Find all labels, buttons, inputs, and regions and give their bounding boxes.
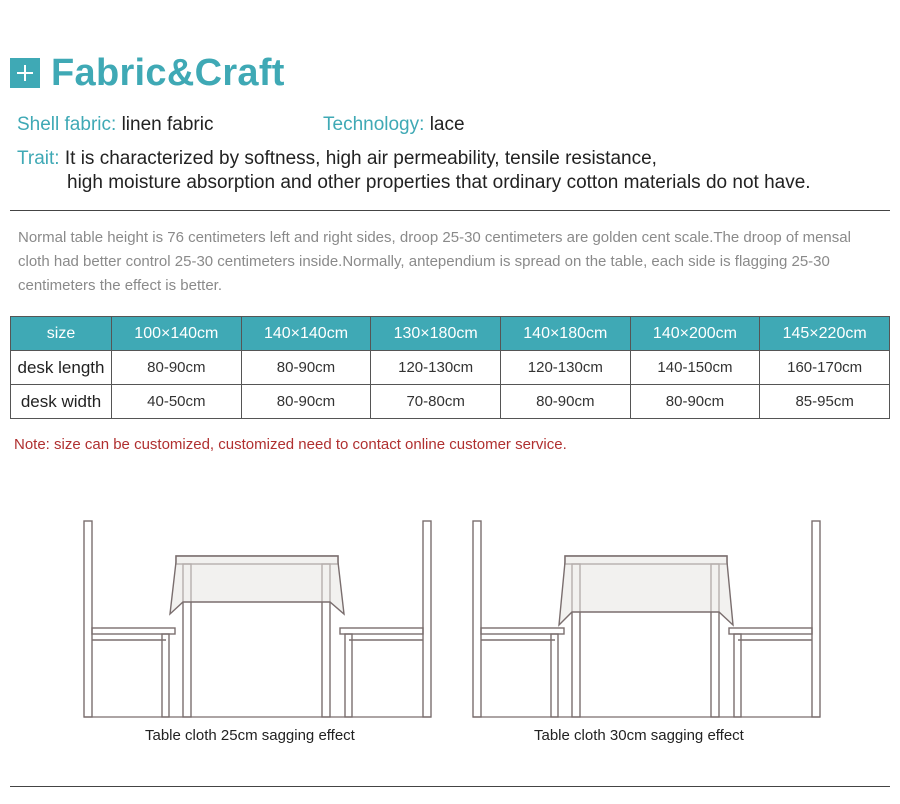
technology-row xyxy=(323,114,465,136)
sagging-illustrations xyxy=(0,505,900,725)
section-header xyxy=(10,52,285,94)
row-label-desk-length: desk length xyxy=(11,351,112,385)
chair-seat-left xyxy=(92,628,175,634)
table-cell: 140-150cm xyxy=(630,351,760,385)
illustration-25cm xyxy=(84,521,431,717)
chair-back-left xyxy=(84,521,92,717)
size-column: 145×220cm xyxy=(760,317,890,351)
shell-fabric-value: linen fabric xyxy=(121,114,214,135)
table-row xyxy=(11,385,890,419)
size-column: 140×200cm xyxy=(630,317,760,351)
table-cloth xyxy=(170,556,344,614)
chair-seat-right xyxy=(340,628,423,634)
caption-25cm: Table cloth 25cm sagging effect xyxy=(145,727,355,744)
trait-line-1: It is characterized by softness, high air permeability, tensile resistance, xyxy=(64,148,657,169)
table-cell: 80-90cm xyxy=(500,385,630,419)
table-cell: 120-130cm xyxy=(371,351,501,385)
divider-bottom xyxy=(10,786,890,787)
table-cell: 70-80cm xyxy=(371,385,501,419)
divider-top xyxy=(10,210,890,211)
technology-value: lace xyxy=(429,114,465,135)
size-column: 140×180cm xyxy=(500,317,630,351)
illustration-30cm xyxy=(473,521,820,717)
table-row xyxy=(11,351,890,385)
size-header-label: size xyxy=(11,317,112,351)
trait-row xyxy=(17,148,657,170)
customization-note: Note: size can be customized, customized need to contact online customer service. xyxy=(14,436,567,453)
trait-line-2: high moisture absorption and other properties that ordinary cotton materials do not have. xyxy=(67,172,811,193)
table-cell: 80-90cm xyxy=(112,351,242,385)
table-header-row xyxy=(11,317,890,351)
table-cell: 160-170cm xyxy=(760,351,890,385)
table-cell: 120-130cm xyxy=(500,351,630,385)
size-column: 140×140cm xyxy=(241,317,371,351)
table-cell: 40-50cm xyxy=(112,385,242,419)
row-label-desk-width: desk width xyxy=(11,385,112,419)
table-cell: 80-90cm xyxy=(630,385,760,419)
shell-fabric-label: Shell fabric: xyxy=(17,114,117,135)
caption-30cm: Table cloth 30cm sagging effect xyxy=(534,727,744,744)
description-text: Normal table height is 76 centimeters left and right sides, droop 25-30 centimeters are golden cent scale.The droop of mensal cloth had better control 25-30 centimeters inside.Normally, antependium is spread on the table, each side is flagging 25-30 centimeters the effect is better. xyxy=(18,229,851,294)
size-table xyxy=(10,316,890,419)
trait-label: Trait: xyxy=(17,148,60,169)
size-column: 100×140cm xyxy=(112,317,242,351)
page-title: Fabric&Craft xyxy=(51,51,285,94)
table-cell: 85-95cm xyxy=(760,385,890,419)
chair-back-right xyxy=(423,521,431,717)
size-column: 130×180cm xyxy=(371,317,501,351)
table-cell: 80-90cm xyxy=(241,351,371,385)
chair-leg-left xyxy=(162,634,169,717)
technology-label: Technology: xyxy=(323,114,425,135)
chair-leg-right xyxy=(345,634,352,717)
table-cell: 80-90cm xyxy=(241,385,371,419)
shell-fabric-row xyxy=(17,114,213,136)
plus-icon xyxy=(10,58,40,88)
